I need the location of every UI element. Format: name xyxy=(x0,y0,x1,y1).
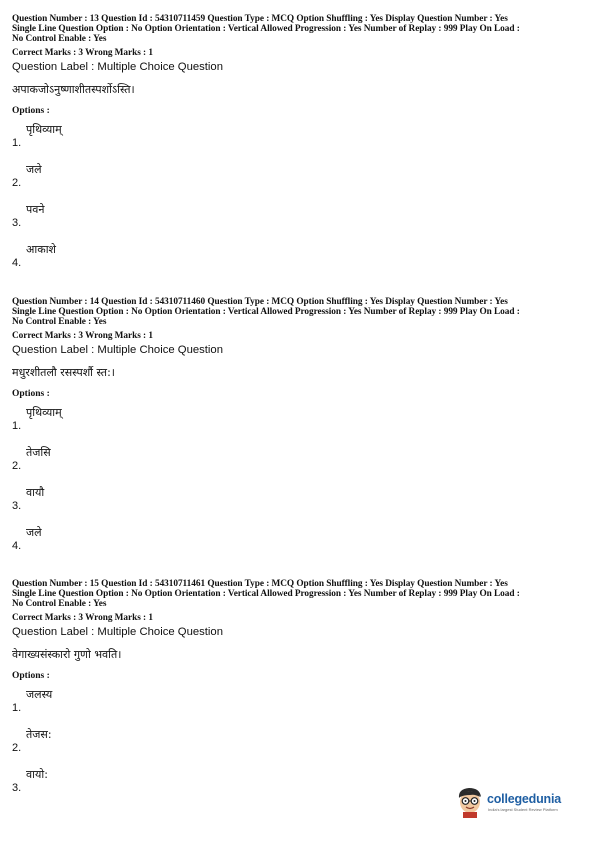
question-meta-line-1: Question Number : 15 Question Id : 54310711461 Question Type : MCQ Option Shuffling : Yes Display Question Number : Yes xyxy=(12,579,508,589)
question-block-13 xyxy=(12,14,582,277)
collegedunia-logo xyxy=(455,786,575,818)
question-meta-line-1: Question Number : 14 Question Id : 54310711460 Question Type : MCQ Option Shuffling : Yes Display Question Number : Yes xyxy=(12,297,508,307)
question-stem: मधुरशीतलौ रसस्पर्शौ स्त:। xyxy=(12,366,115,379)
option-item[interactable] xyxy=(12,117,582,157)
option-number: 3. xyxy=(12,500,22,512)
option-item[interactable] xyxy=(12,440,582,480)
option-text: वायौ xyxy=(26,486,45,499)
question-meta-line-3: No Control Enable : Yes xyxy=(12,34,107,44)
question-meta-line-2: Single Line Question Option : No Option Orientation : Vertical Allowed Progression : Yes Number of Replay : 999 Play On Load : xyxy=(12,307,520,317)
question-meta-line-1: Question Number : 13 Question Id : 54310711459 Question Type : MCQ Option Shuffling : Yes Display Question Number : Yes xyxy=(12,14,508,24)
question-stem: वेगाख्यसंस्कारो गुणो भवति। xyxy=(12,648,122,661)
question-block-14 xyxy=(12,297,582,560)
options-title: Options : xyxy=(12,106,50,116)
option-number: 4. xyxy=(12,540,22,552)
question-stem: अपाकजोऽनुष्णाशीतस्पर्शोऽस्ति। xyxy=(12,83,135,96)
option-text: पृथिव्याम् xyxy=(26,123,62,136)
question-meta-line-2: Single Line Question Option : No Option Orientation : Vertical Allowed Progression : Yes Number of Replay : 999 Play On Load : xyxy=(12,24,520,34)
question-meta-line-2: Single Line Question Option : No Option Orientation : Vertical Allowed Progression : Yes Number of Replay : 999 Play On Load : xyxy=(12,589,520,599)
question-meta-line-3: No Control Enable : Yes xyxy=(12,317,107,327)
option-number: 1. xyxy=(12,137,22,149)
option-text: वायो: xyxy=(26,768,48,781)
question-block-15 xyxy=(12,579,582,802)
option-number: 2. xyxy=(12,460,22,472)
option-number: 2. xyxy=(12,742,22,754)
option-text: जलस्य xyxy=(26,688,53,701)
option-text: तेजसि xyxy=(26,446,51,459)
option-text: पवने xyxy=(26,203,45,216)
option-item[interactable] xyxy=(12,520,582,560)
option-number: 1. xyxy=(12,702,22,714)
question-meta-line-3: No Control Enable : Yes xyxy=(12,599,107,609)
question-label: Question Label : Multiple Choice Question xyxy=(12,344,223,356)
option-number: 3. xyxy=(12,217,22,229)
option-item[interactable] xyxy=(12,722,582,762)
question-marks: Correct Marks : 3 Wrong Marks : 1 xyxy=(12,613,153,623)
option-item[interactable] xyxy=(12,197,582,237)
student-mascot-icon xyxy=(455,786,485,818)
question-marks: Correct Marks : 3 Wrong Marks : 1 xyxy=(12,331,153,341)
option-item[interactable] xyxy=(12,237,582,277)
option-item[interactable] xyxy=(12,400,582,440)
brand-tagline: India's largest Student Review Platform xyxy=(488,807,558,812)
question-label: Question Label : Multiple Choice Question xyxy=(12,61,223,73)
option-number: 1. xyxy=(12,420,22,432)
option-text: तेजस: xyxy=(26,728,52,741)
options-title: Options : xyxy=(12,671,50,681)
option-text: आकाशे xyxy=(26,243,57,256)
option-number: 3. xyxy=(12,782,22,794)
option-item[interactable] xyxy=(12,157,582,197)
option-number: 2. xyxy=(12,177,22,189)
question-marks: Correct Marks : 3 Wrong Marks : 1 xyxy=(12,48,153,58)
option-text: पृथिव्याम् xyxy=(26,406,62,419)
brand-name: collegedunia xyxy=(487,792,562,806)
option-item[interactable] xyxy=(12,480,582,520)
option-text: जले xyxy=(26,163,42,176)
option-item[interactable] xyxy=(12,682,582,722)
option-text: जले xyxy=(26,526,42,539)
options-title: Options : xyxy=(12,389,50,399)
question-label: Question Label : Multiple Choice Question xyxy=(12,626,223,638)
option-number: 4. xyxy=(12,257,22,269)
